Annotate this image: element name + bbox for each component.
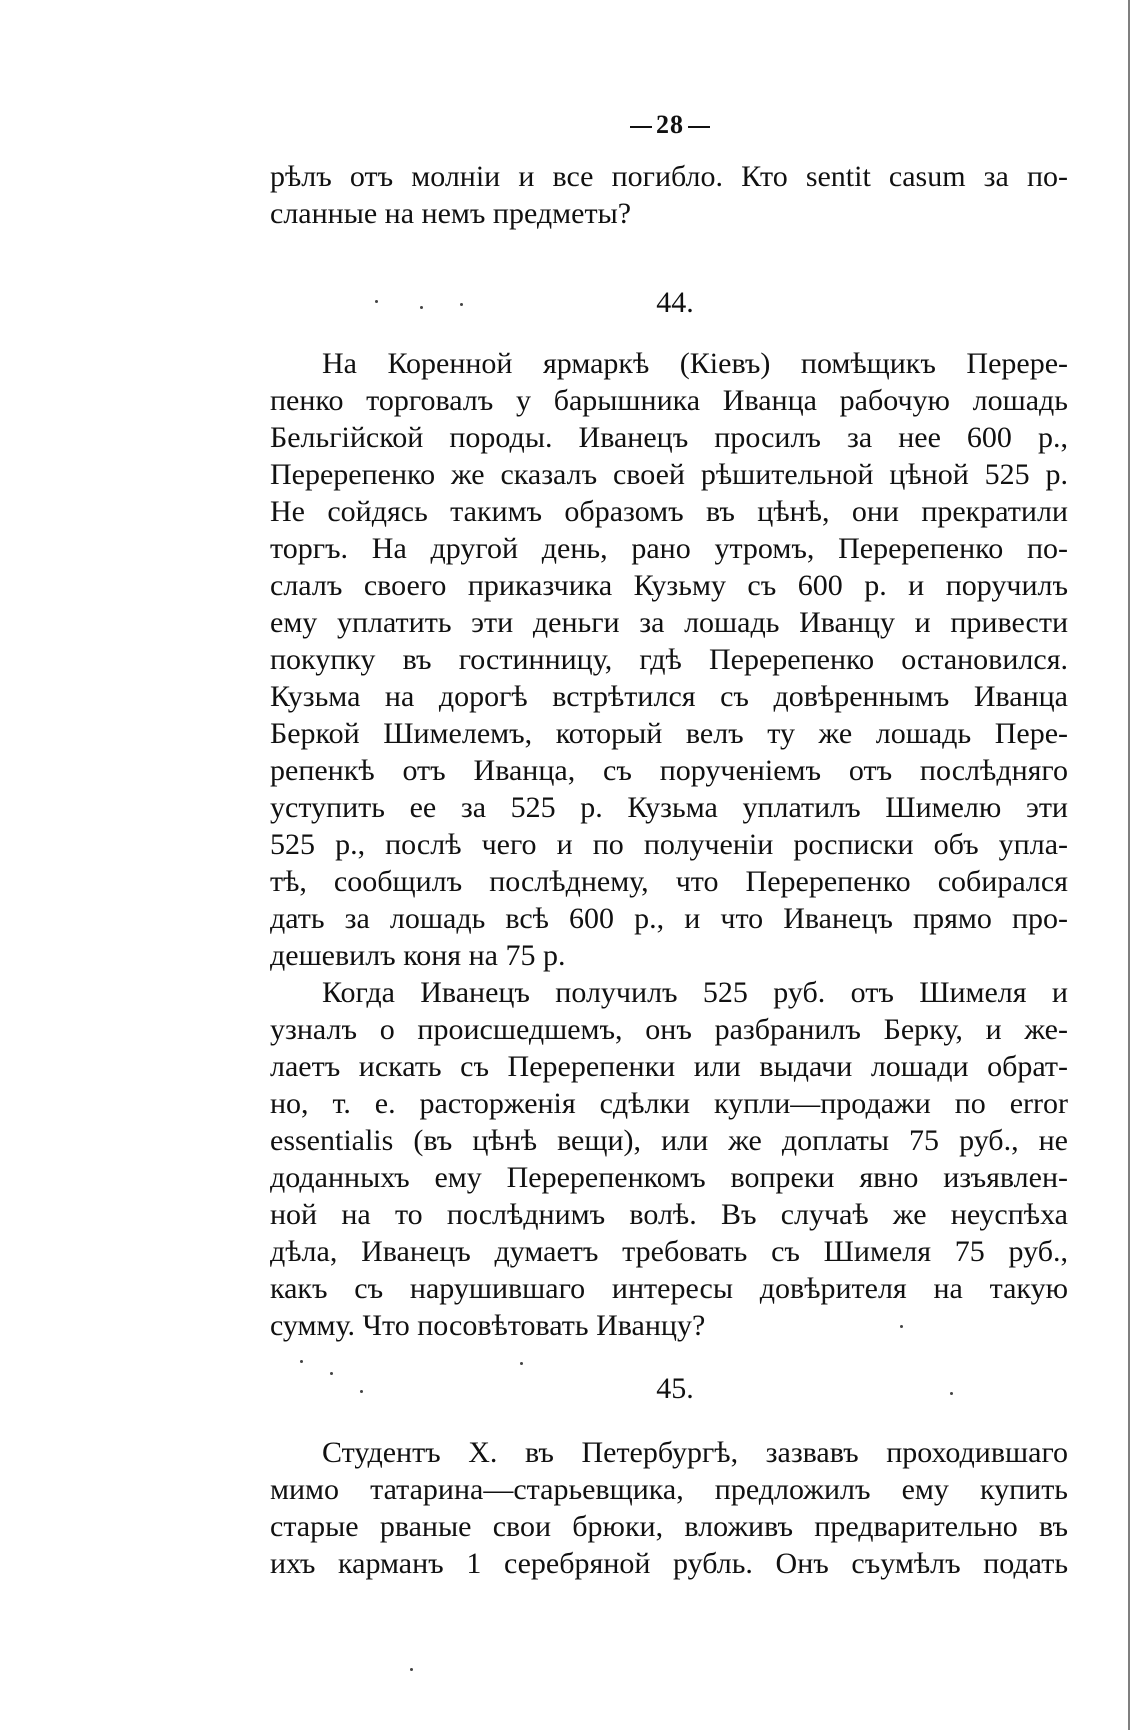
scan-speck (330, 1372, 333, 1375)
text-line: Не сойдясь такимъ образомъ въ цѣнѣ, они прекратили (270, 495, 1068, 528)
text-line: дешевилъ коня на 75 р. (270, 939, 566, 972)
text-line: старые рваные свои брюки, вложивъ предварительно въ (270, 1510, 1068, 1543)
text-line: Когда Иванецъ получилъ 525 руб. отъ Шимеля и (322, 976, 1068, 1009)
page-edge-line (1128, 0, 1130, 1730)
text-line: но, т. е. расторженія сдѣлки купли—продажи по error (270, 1087, 1068, 1120)
text-line: мимо татарина—старьевщика, предложилъ ему купить (270, 1473, 1068, 1506)
text-line: ихъ карманъ 1 серебряной рубль. Онъ съумѣлъ подать (270, 1547, 1068, 1580)
scan-speck (950, 1392, 953, 1395)
text-line: дѣла, Иванецъ думаетъ требовать съ Шимеля 75 руб., (270, 1235, 1068, 1268)
section-44-paragraph-2 (270, 974, 1068, 1344)
scan-speck (900, 1325, 903, 1328)
text-line: дать за лошадь всѣ 600 р., и что Иванецъ прямо про- (270, 902, 1068, 935)
section-45-paragraph-1 (270, 1434, 1068, 1582)
text-line: рѣлъ отъ молніи и все погибло. Кто sentit casum за по- (270, 160, 1068, 193)
text-line: ной на то послѣднимъ волѣ. Въ случаѣ же неуспѣха (270, 1198, 1068, 1231)
text-line: узналъ о происшедшемъ, онъ разбранилъ Берку, и же- (270, 1013, 1068, 1046)
page-number: 28 (620, 110, 720, 140)
section-number-45: 45. (656, 1372, 694, 1405)
text-line: На Коренной ярмаркѣ (Кіевъ) помѣщикъ Перере- (322, 347, 1068, 380)
scan-speck (360, 1390, 363, 1393)
text-line: торгъ. На другой день, рано утромъ, Перерепенко по- (270, 532, 1068, 565)
text-line: Бельгійской породы. Иванецъ просилъ за нее 600 р., (270, 421, 1068, 454)
text-line: репенкѣ отъ Иванца, съ порученіемъ отъ послѣдняго (270, 754, 1068, 787)
text-line: покупку въ гостинницу, гдѣ Перерепенко остановился. (270, 643, 1068, 676)
scan-speck (375, 300, 378, 303)
scan-speck (420, 306, 423, 309)
text-line: Перерепенко же сказалъ своей рѣшительной цѣной 525 р. (270, 458, 1068, 491)
scan-speck (300, 1360, 303, 1363)
scan-speck (410, 1668, 413, 1671)
text-line: сумму. Что посовѣтовать Иванцу? (270, 1309, 706, 1342)
text-line: лаетъ искать съ Перерепенки или выдачи лошади обрат- (270, 1050, 1068, 1083)
text-line: доданныхъ ему Перерепенкомъ вопреки явно изъявлен- (270, 1161, 1068, 1194)
text-line: essentialis (въ цѣнѣ вещи), или же доплаты 75 руб., не (270, 1124, 1068, 1157)
scan-speck (520, 1362, 523, 1365)
top-paragraph (270, 158, 1068, 232)
text-line: пенко торговалъ у барышника Иванца рабочую лошадь (270, 384, 1068, 417)
text-line: Кузьма на дорогѣ встрѣтился съ довѣреннымъ Иванца (270, 680, 1068, 713)
text-line: Студентъ Х. въ Петербургѣ, зазвавъ проходившаго (322, 1436, 1068, 1469)
text-line: ему уплатить эти деньги за лошадь Иванцу и привести (270, 606, 1068, 639)
text-line: тѣ, сообщилъ послѣднему, что Перерепенко собирался (270, 865, 1068, 898)
section-44-paragraph-1 (270, 345, 1068, 974)
text-line: сланные на немъ предметы? (270, 197, 632, 230)
text-line: 525 р., послѣ чего и по полученіи росписки объ упла- (270, 828, 1068, 861)
scan-speck (460, 303, 463, 306)
text-line: Беркой Шимелемъ, который велъ ту же лошадь Пере- (270, 717, 1068, 750)
section-number-44: 44. (656, 286, 694, 319)
text-line: уступить ее за 525 р. Кузьма уплатилъ Шимелю эти (270, 791, 1068, 824)
text-line: какъ съ нарушившаго интересы довѣрителя на такую (270, 1272, 1068, 1305)
text-line: слалъ своего приказчика Кузьму съ 600 р. и поручилъ (270, 569, 1068, 602)
